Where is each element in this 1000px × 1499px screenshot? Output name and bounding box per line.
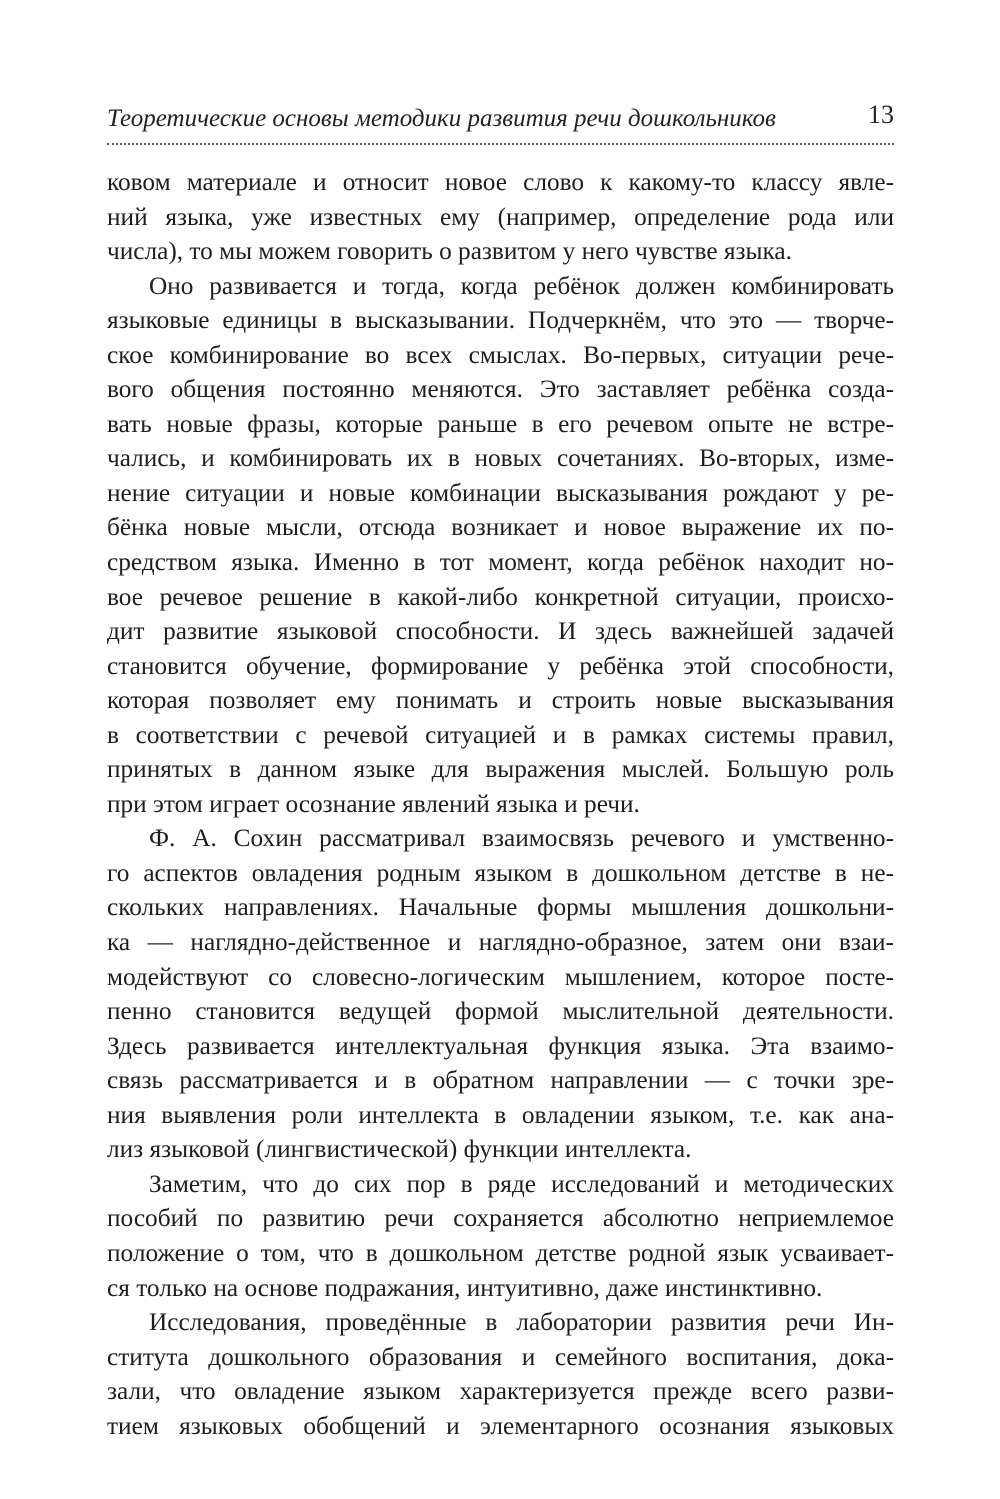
text-line: связь рассматривается и в обратном направлении — с точки зре- xyxy=(107,1066,894,1095)
text-line: дит развитие языковой способности. И здесь важнейшей задачей xyxy=(107,617,894,646)
text-line: становится обучение, формирование у ребёнка этой способности, xyxy=(107,651,894,680)
text-line: вого общения постоянно меняются. Это заставляет ребёнка созда- xyxy=(107,375,894,404)
text-line: пособий по развитию речи сохраняется абсолютно неприемлемое xyxy=(107,1204,894,1233)
text-line: ний языка, уже известных ему (например, определение рода или xyxy=(107,202,894,231)
paragraph-first-line: Ф. А. Сохин рассматривал взаимосвязь речевого и умственно- xyxy=(149,824,894,853)
text-line: положение о том, что в дошкольном детстве родной язык усваивает- xyxy=(107,1238,894,1267)
paragraph-first-line: Заметим, что до сих пор в ряде исследований и методических xyxy=(149,1169,894,1198)
text-line: нение ситуации и новые комбинации высказывания рождают у ре- xyxy=(107,478,894,507)
text-line: ское комбинирование во всех смыслах. Во-первых, ситуации рече- xyxy=(107,340,894,369)
paragraph-first-line: Исследования, проведённые в лаборатории развития речи Ин- xyxy=(149,1308,894,1337)
text-line: скольких направлениях. Начальные формы мышления дошкольни- xyxy=(107,893,894,922)
text-line: модействуют со словесно-логическим мышлением, которое посте- xyxy=(107,962,894,991)
header-dotted-rule xyxy=(107,143,894,145)
text-line: зали, что овладение языком характеризуется прежде всего разви- xyxy=(107,1377,894,1406)
text-line: чались, и комбинировать их в новых сочетаниях. Во-вторых, изме- xyxy=(107,444,894,473)
running-title: Теоретические основы методики развития речи дошкольников xyxy=(107,105,776,132)
text-line: пенно становится ведущей формой мыслительной деятельности. xyxy=(107,997,894,1026)
text-line: бёнка новые мысли, отсюда возникает и новое выражение их по- xyxy=(107,513,894,542)
text-line: ститута дошкольного образования и семейного воспитания, дока- xyxy=(107,1342,894,1371)
text-line: числа), то мы можем говорить о развитом у него чувстве языка. xyxy=(107,237,792,266)
text-line: ка — наглядно-действенное и наглядно-образное, затем они взаи- xyxy=(107,928,894,957)
text-line: ния выявления роли интеллекта в овладении языком, т.е. как ана- xyxy=(107,1100,894,1129)
paragraph-first-line: Оно развивается и тогда, когда ребёнок должен комбинировать xyxy=(149,271,894,300)
text-line: ся только на основе подражания, интуитивно, даже инстинктивно. xyxy=(107,1273,823,1302)
text-line: го аспектов овладения родным языком в дошкольном детстве в не- xyxy=(107,858,894,887)
text-line: вое речевое решение в какой-либо конкретной ситуации, происхо- xyxy=(107,582,894,611)
text-line: которая позволяет ему понимать и строить новые высказывания xyxy=(107,686,894,715)
text-line: лиз языковой (лингвистической) функции интеллекта. xyxy=(107,1135,692,1164)
running-header xyxy=(107,100,894,140)
text-line: Здесь развивается интеллектуальная функция языка. Эта взаимо- xyxy=(107,1031,894,1060)
text-line: языковые единицы в высказывании. Подчеркнём, что это — творче- xyxy=(107,306,894,335)
text-line: тием языковых обобщений и элементарного осознания языковых xyxy=(107,1411,894,1440)
text-line: средством языка. Именно в тот момент, когда ребёнок находит но- xyxy=(107,548,894,577)
page-number: 13 xyxy=(868,100,894,129)
text-line: принятых в данном языке для выражения мыслей. Большую роль xyxy=(107,755,894,784)
text-line: при этом играет осознание явлений языка и речи. xyxy=(107,789,640,818)
text-line: вать новые фразы, которые раньше в его речевом опыте не встре- xyxy=(107,409,894,438)
body-text xyxy=(107,165,894,1443)
text-line: ковом материале и относит новое слово к какому-то классу явле- xyxy=(107,168,894,196)
text-line: в соответствии с речевой ситуацией и в рамках системы правил, xyxy=(107,720,894,749)
